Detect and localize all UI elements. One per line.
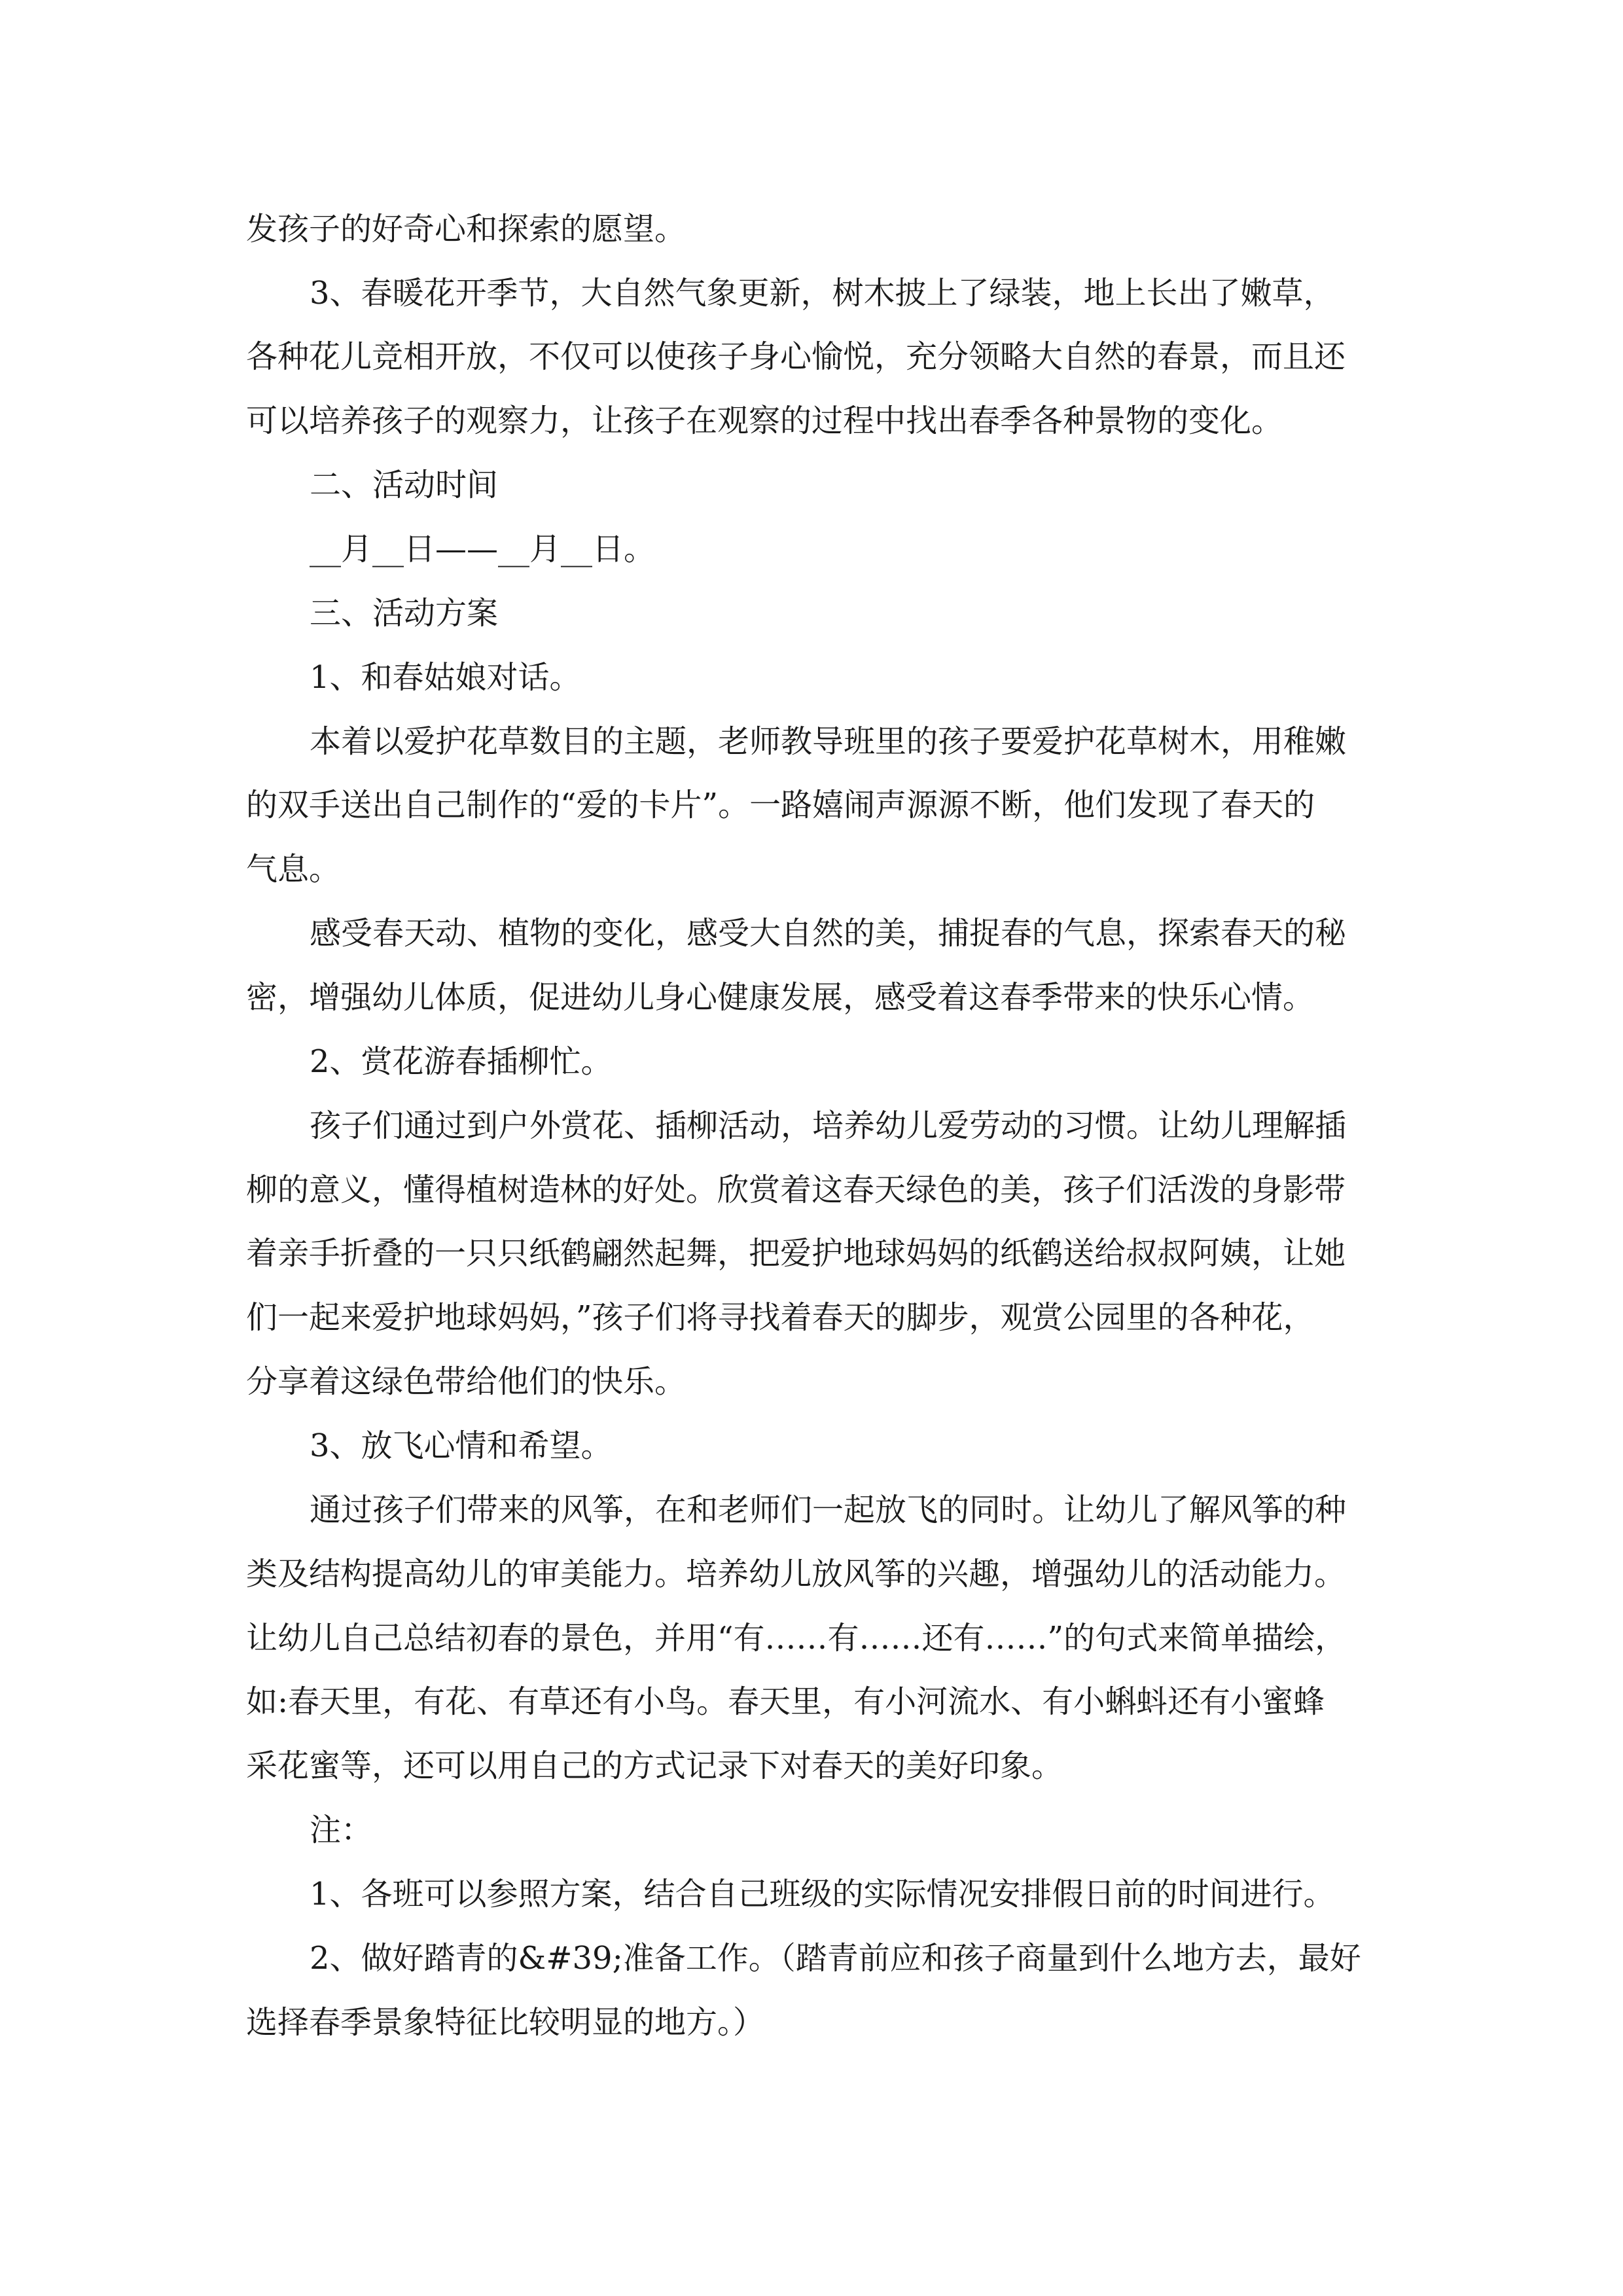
text-line: 本着以爱护花草数目的主题，老师教导班里的孩子要爱护花草树木，用稚嫩 — [310, 723, 1347, 760]
text-line: 通过孩子们带来的风筝，在和老师们一起放飞的同时。让幼儿了解风筝的种 — [310, 1492, 1347, 1528]
text-line: 的双手送出自己制作的“爱的卡片”。一路嬉闹声源源不断，他们发现了春天的 — [246, 787, 1315, 823]
section-heading: 三、活动方案 — [310, 595, 499, 632]
text-line: 柳的意义，懂得植树造林的好处。欣赏着这春天绿色的美，孩子们活泼的身影带 — [246, 1172, 1346, 1208]
subsection-heading: 1、和春姑娘对话。 — [310, 659, 581, 696]
note-heading: 注： — [310, 1812, 373, 1848]
text-line: 可以培养孩子的观察力，让孩子在观察的过程中找出春季各种景物的变化。 — [246, 403, 1283, 439]
text-line: 们一起来爱护地球妈妈，”孩子们将寻找着春天的脚步，观赏公园里的各种花， — [246, 1299, 1315, 1336]
text-line: __月__日——__月__日。 — [310, 531, 656, 567]
text-line: 分享着这绿色带给他们的快乐。 — [246, 1363, 687, 1400]
text-line: 各种花儿竞相开放，不仅可以使孩子身心愉悦，充分领略大自然的春景，而且还 — [246, 338, 1346, 375]
text-line: 3、春暖花开季节，大自然气象更新，树木披上了绿装，地上长出了嫩草， — [310, 275, 1335, 312]
text-line: 气息。 — [246, 851, 341, 888]
subsection-heading: 3、放飞心情和希望。 — [310, 1427, 613, 1464]
text-line: 采花蜜等，还可以用自己的方式记录下对春天的美好印象。 — [246, 1748, 1063, 1784]
text-line: 类及结构提高幼儿的审美能力。培养幼儿放风筝的兴趣，增强幼儿的活动能力。 — [246, 1556, 1346, 1592]
text-line: 如:春天里，有花、有草还有小鸟。春天里，有小河流水、有小蝌蚪还有小蜜蜂 — [246, 1683, 1325, 1720]
subsection-heading: 2、赏花游春插柳忙。 — [310, 1043, 613, 1080]
text-line: 孩子们通过到户外赏花、插柳活动，培养幼儿爱劳动的习惯。让幼儿理解插 — [310, 1107, 1347, 1144]
text-line: 着亲手折叠的一只只纸鹤翩然起舞，把爱护地球妈妈的纸鹤送给叔叔阿姨，让她 — [246, 1235, 1346, 1272]
text-line: 让幼儿自己总结初春的景色，并用“有……有……还有……”的句式来简单描绘， — [246, 1620, 1347, 1657]
text-line: 选择春季景象特征比较明显的地方。） — [246, 2004, 765, 2041]
text-line: 1、各班可以参照方案，结合自己班级的实际情况安排假日前的时间进行。 — [310, 1876, 1335, 1912]
section-heading: 二、活动时间 — [310, 467, 499, 503]
text-line: 2、做好踏青的&#39;准备工作。（踏青前应和孩子商量到什么地方去，最好 — [310, 1940, 1361, 1977]
text-line: 密，增强幼儿体质，促进幼儿身心健康发展，感受着这春季带来的快乐心情。 — [246, 979, 1315, 1016]
text-line: 感受春天动、植物的变化，感受大自然的美，捕捉春的气息，探索春天的秘 — [310, 915, 1347, 952]
text-line: 发孩子的好奇心和探索的愿望。 — [246, 211, 687, 247]
